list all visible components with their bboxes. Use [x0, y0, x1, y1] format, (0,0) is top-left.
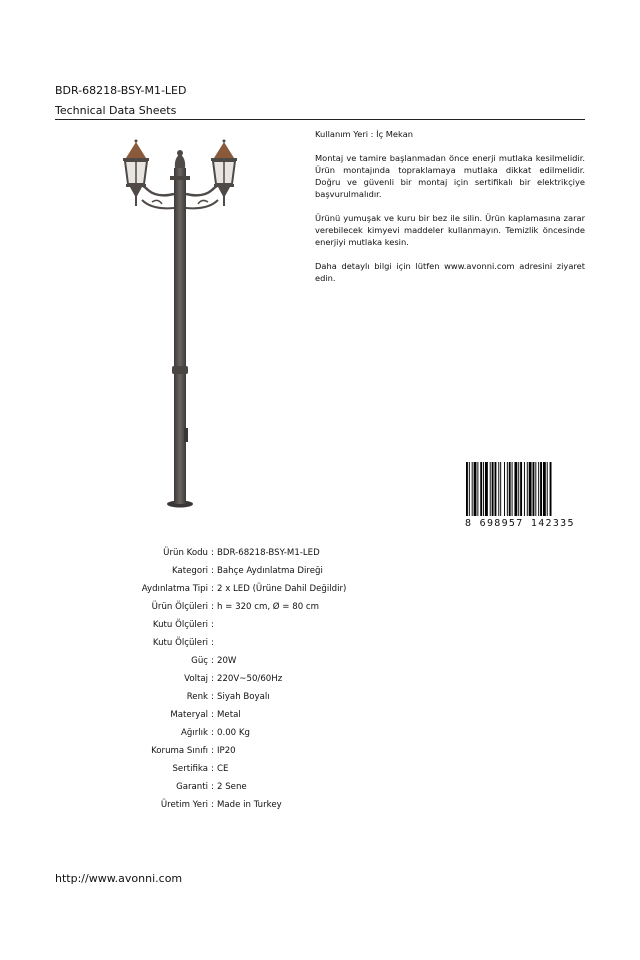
spec-value: 2 Sene: [217, 782, 247, 792]
spec-separator: :: [211, 692, 214, 702]
barcode-bar: [547, 462, 548, 516]
cleaning-instructions: Ürünü yumuşak ve kuru bir bez ile silin. Ürün kaplamasına zarar verebilecek kimyevi maddeler kullanmayın. Temizlik öncesinde enerjiyi mutlaka kesin.: [315, 213, 585, 247]
spec-separator: :: [211, 566, 214, 576]
spec-value: [217, 634, 410, 652]
barcode-bar: [500, 462, 501, 516]
spec-key: Garanti: [176, 782, 208, 792]
barcode-bar: [524, 462, 525, 516]
product-code-title: BDR-68218-BSY-M1-LED: [55, 84, 187, 97]
specifications-table: [80, 544, 410, 814]
website-info: Daha detaylı bilgi için lütfen www.avonni.com adresini ziyaret edin.: [315, 261, 585, 283]
spec-value: h = 320 cm, Ø = 80 cm: [217, 602, 319, 612]
spec-row: [80, 616, 410, 634]
barcode-bar: [535, 462, 536, 516]
barcode-bar: [550, 462, 552, 516]
barcode-bars: [465, 462, 585, 518]
spec-key: Ürün Kodu: [163, 548, 208, 558]
spec-value: [217, 616, 410, 634]
usage-information: [315, 128, 585, 296]
spec-value: 20W: [217, 656, 237, 666]
spec-separator: :: [211, 674, 214, 684]
barcode-bar: [538, 462, 539, 516]
spec-row: [80, 670, 410, 688]
spec-row: [80, 688, 410, 706]
spec-key: Voltaj: [184, 674, 208, 684]
barcode: [465, 462, 585, 534]
installation-warning: Montaj ve tamire başlanmadan önce enerji mutlaka kesilmelidir. Ürün montajında topraklamaya mutlaka dikkat edilmelidir. Doğru ve güvenli bir montaj için sertifikalı bir elektrikçiye başvurulmalıdır.: [315, 153, 585, 199]
spec-value: CE: [217, 764, 229, 774]
document-subtitle: Technical Data Sheets: [55, 104, 177, 117]
spec-separator: :: [211, 620, 214, 630]
spec-row: [80, 652, 410, 670]
spec-row: [80, 580, 410, 598]
spec-value: Bahçe Aydınlatma Direği: [217, 566, 323, 576]
barcode-bar: [527, 462, 528, 516]
spec-value: Made in Turkey: [217, 800, 282, 810]
spec-value: BDR-68218-BSY-M1-LED: [217, 548, 320, 558]
spec-row: [80, 562, 410, 580]
barcode-bar: [490, 462, 491, 516]
spec-separator: :: [211, 710, 214, 720]
spec-row: [80, 706, 410, 724]
barcode-digits: 8 698957 142335: [465, 518, 575, 529]
spec-row: [80, 742, 410, 760]
header-divider: [55, 119, 585, 120]
spec-row: [80, 544, 410, 562]
barcode-bar: [466, 462, 468, 516]
barcode-bar: [480, 462, 482, 516]
spec-key: Güç: [191, 656, 208, 666]
spec-key: Koruma Sınıfı: [151, 746, 208, 756]
barcode-bar: [512, 462, 513, 516]
spec-row: [80, 598, 410, 616]
spec-separator: :: [211, 800, 214, 810]
spec-row: [80, 760, 410, 778]
spec-key: Ağırlık: [180, 728, 208, 738]
spec-key: Materyal: [170, 710, 208, 720]
spec-key: Kutu Ölçüleri: [152, 638, 208, 648]
spec-separator: :: [211, 584, 214, 594]
usage-location: Kullanım Yeri : İç Mekan: [315, 129, 414, 139]
spec-separator: :: [211, 746, 214, 756]
spec-key: Aydınlatma Tipi: [141, 584, 208, 594]
spec-value: Siyah Boyalı: [217, 692, 270, 702]
spec-row: [80, 796, 410, 814]
barcode-bar: [533, 462, 535, 516]
barcode-bar: [514, 462, 517, 516]
barcode-bar: [529, 462, 532, 516]
barcode-bar: [518, 462, 519, 516]
barcode-bar: [485, 462, 488, 516]
spec-separator: :: [211, 656, 214, 666]
spec-key: Ürün Ölçüleri: [151, 602, 208, 612]
spec-row: [80, 778, 410, 796]
spec-row: [80, 634, 410, 652]
barcode-bar: [509, 462, 511, 516]
barcode-bar: [543, 462, 546, 516]
spec-key: Renk: [186, 692, 208, 702]
spec-value: 0.00 Kg: [217, 728, 250, 738]
spec-key: Sertifika: [172, 764, 208, 774]
spec-key: Kutu Ölçüleri: [152, 620, 208, 630]
product-image: [112, 138, 252, 510]
barcode-bar: [498, 462, 499, 516]
spec-separator: :: [211, 764, 214, 774]
document-header: [55, 84, 585, 118]
barcode-bar: [520, 462, 522, 516]
spec-value: IP20: [217, 746, 236, 756]
barcode-bar: [495, 462, 497, 516]
barcode-bar: [469, 462, 470, 516]
barcode-bar: [492, 462, 494, 516]
spec-separator: :: [211, 638, 214, 648]
spec-separator: :: [211, 548, 214, 558]
spec-row: [80, 724, 410, 742]
spec-separator: :: [211, 782, 214, 792]
barcode-bar: [507, 462, 508, 516]
spec-key: Üretim Yeri: [160, 800, 208, 810]
spec-value: Metal: [217, 710, 241, 720]
spec-value: 2 x LED (Ürüne Dahil Değildir): [217, 584, 347, 594]
spec-key: Kategori: [171, 566, 208, 576]
barcode-bar: [483, 462, 484, 516]
spec-value: 220V~50/60Hz: [217, 674, 283, 684]
barcode-bar: [504, 462, 505, 516]
barcode-bar: [477, 462, 478, 516]
barcode-bar: [472, 462, 473, 516]
spec-separator: :: [211, 602, 214, 612]
barcode-bar: [474, 462, 477, 516]
barcode-bar: [540, 462, 542, 516]
spec-separator: :: [211, 728, 214, 738]
footer-url: http://www.avonni.com: [55, 872, 183, 885]
